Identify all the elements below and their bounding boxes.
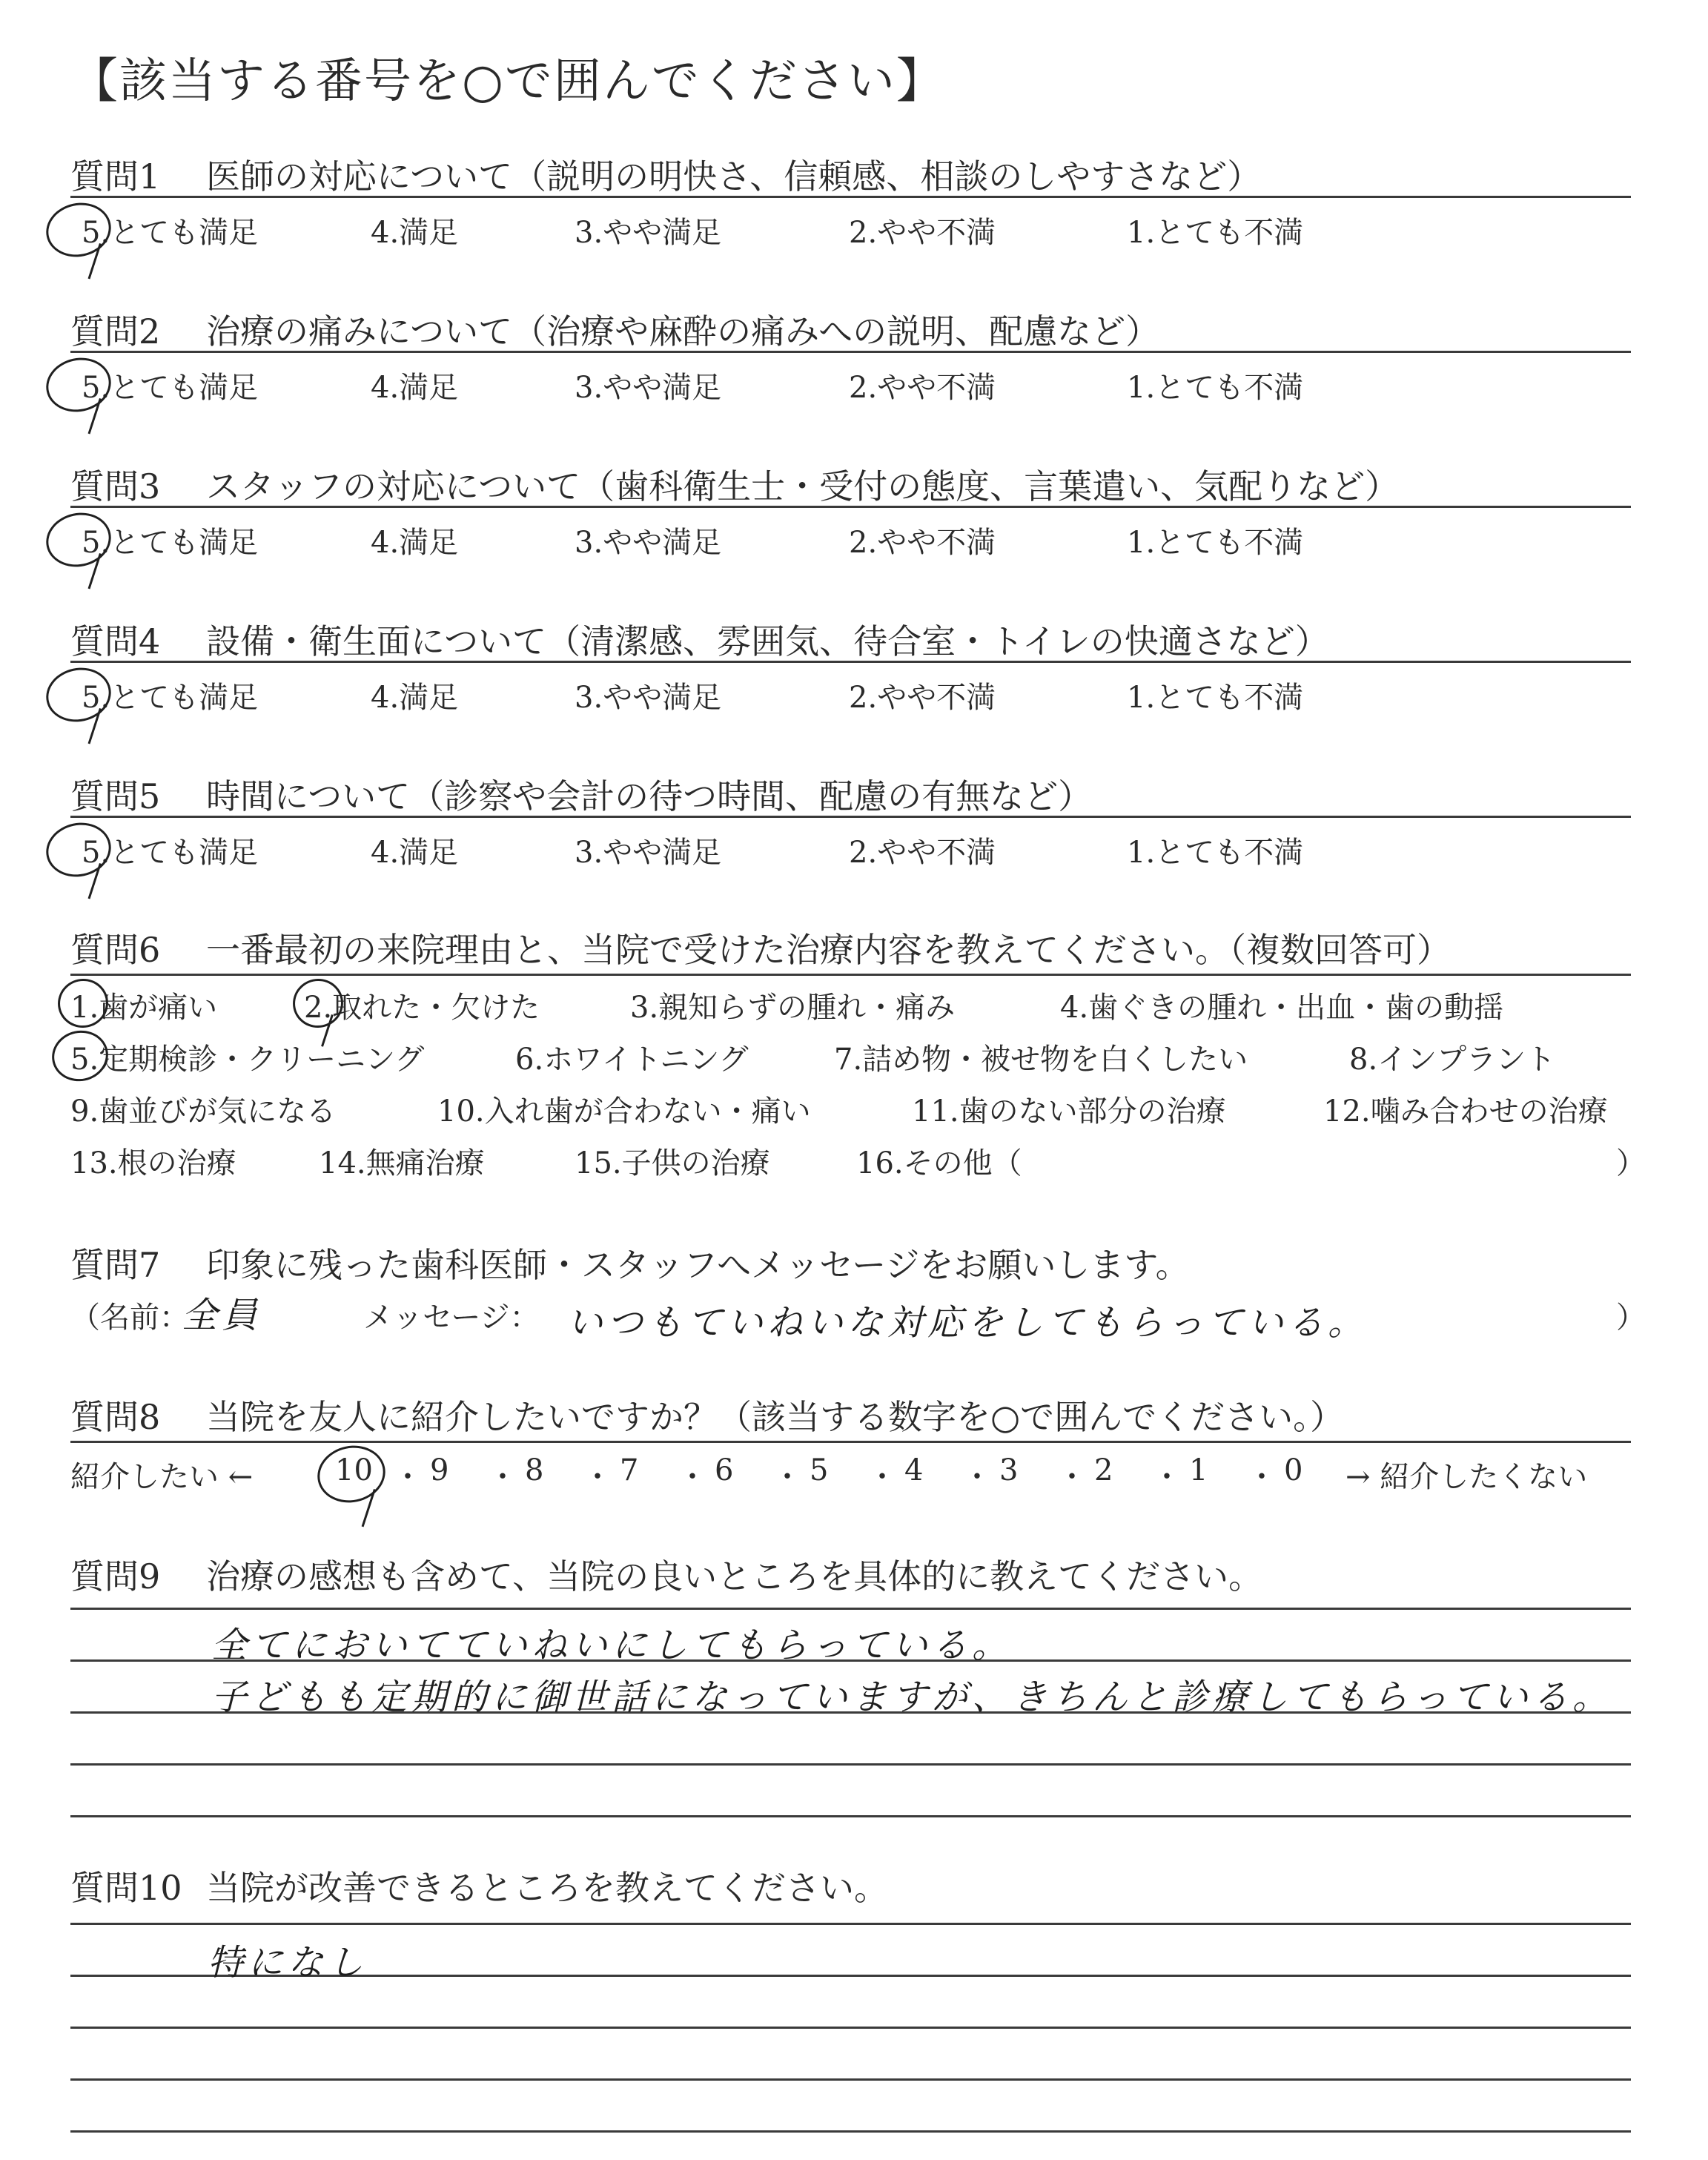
- q3-option-2: 2.やや不満: [849, 526, 996, 560]
- q3-option-5: 5.とても満足: [82, 526, 259, 560]
- q8-scale-9: 9: [430, 1453, 449, 1487]
- q3-option-4: 4.満足: [371, 526, 459, 560]
- q8-scale-4: 4: [904, 1453, 924, 1487]
- q5-option-2: 2.やや不満: [849, 836, 996, 870]
- q8-scale-10: 10: [335, 1453, 373, 1487]
- q6-label: 質問6: [70, 930, 161, 970]
- q10-text: 当院が改善できるところを教えてください。: [206, 1868, 888, 1908]
- q3-rule: [70, 506, 1631, 508]
- q6-option-2: 2.取れた・欠けた: [304, 991, 540, 1025]
- q3-option-3: 3.やや満足: [575, 526, 722, 560]
- q8-selection-circle: [312, 1439, 391, 1508]
- q8-scale-6: 6: [715, 1453, 734, 1487]
- q6-option-6: 6.ホワイトニング: [515, 1043, 749, 1077]
- q2-label: 質問2: [70, 311, 161, 351]
- q8-scale-2: 2: [1094, 1453, 1113, 1487]
- q8-label: 質問8: [70, 1397, 161, 1437]
- q4-selection-circle: [41, 662, 116, 728]
- q8-scale-8: 8: [525, 1453, 544, 1487]
- q3-option-1: 1.とても不満: [1127, 526, 1304, 560]
- q5-option-3: 3.やや満足: [575, 836, 722, 870]
- q1-option-5: 5.とても満足: [82, 216, 259, 250]
- q6-option-13: 13.根の治療: [70, 1146, 236, 1180]
- q7-message-answer: いつもていねいな対応をしてもらっている。: [567, 1302, 1368, 1344]
- q1-text: 医師の対応について（説明の明快さ、信頼感、相談のしやすさなど）: [206, 156, 1262, 196]
- q10-answer: 特になし: [208, 1942, 368, 1984]
- q4-rule: [70, 661, 1631, 663]
- q10-line-3: [70, 2027, 1631, 2029]
- q1-option-2: 2.やや不満: [849, 216, 996, 250]
- q4-option-2: 2.やや不満: [849, 681, 996, 715]
- q6-option-4: 4.歯ぐきの腫れ・出血・歯の動揺: [1060, 991, 1504, 1025]
- q8-scale-separator-3: ・: [583, 1460, 612, 1494]
- q2-option-4: 4.満足: [371, 371, 459, 405]
- q5-selection-circle: [41, 817, 116, 883]
- q8-rule: [70, 1441, 1631, 1443]
- q5-text: 時間について（診察や会計の待つ時間、配慮の有無など）: [206, 776, 1093, 816]
- q7-message-label: メッセージ：: [363, 1301, 540, 1335]
- q6-rule: [70, 974, 1631, 976]
- q6-option-10: 10.入れ歯が合わない・痛い: [437, 1094, 811, 1129]
- q1-option-3: 3.やや満足: [575, 216, 722, 250]
- q8-text: 当院を友人に紹介したいですか？（該当する数字を○で囲んでください。）: [206, 1397, 1345, 1437]
- q8-scale-7: 7: [620, 1453, 639, 1487]
- q6-option-16: 16.その他（: [856, 1146, 1022, 1180]
- q8-scale-3: 3: [999, 1453, 1019, 1487]
- q2-rule: [70, 351, 1631, 353]
- q8-scale-1: 1: [1189, 1453, 1208, 1487]
- page-title: 【該当する番号を○で囲んでください】: [70, 54, 945, 109]
- q6-close-paren: ）: [1616, 1146, 1646, 1180]
- q8-scale-separator-2: ・: [488, 1460, 517, 1494]
- q6-option-15: 15.子供の治療: [575, 1146, 770, 1180]
- q6-option-1: 1.歯が痛い: [70, 991, 218, 1025]
- q8-left-label: 紹介したい ←: [70, 1460, 254, 1494]
- q6-option-12: 12.噛み合わせの治療: [1323, 1094, 1608, 1129]
- q5-option-1: 1.とても不満: [1127, 836, 1304, 870]
- q7-text: 印象に残った歯科医師・スタッフへメッセージをお願いします。: [206, 1245, 1190, 1285]
- q2-option-5: 5.とても満足: [82, 371, 259, 405]
- q6-text: 一番最初の来院理由と、当院で受けた治療内容を教えてください。（複数回答可）: [206, 930, 1451, 970]
- q8-right-label: → 紹介したくない: [1345, 1460, 1588, 1494]
- q8-scale-5: 5: [810, 1453, 829, 1487]
- q5-rule: [70, 816, 1631, 818]
- q8-scale-separator-9: ・: [1152, 1460, 1182, 1494]
- q7-label: 質問7: [70, 1245, 161, 1285]
- q9-label: 質問9: [70, 1556, 161, 1596]
- q4-option-4: 4.満足: [371, 681, 459, 715]
- q10-label: 質問10: [70, 1868, 182, 1908]
- q6-option-3: 3.親知らずの腫れ・痛み: [630, 991, 956, 1025]
- q10-line-5: [70, 2130, 1631, 2133]
- q2-option-1: 1.とても不満: [1127, 371, 1304, 405]
- q8-scale-separator-5: ・: [772, 1460, 802, 1494]
- q6-option-14: 14.無痛治療: [319, 1146, 485, 1180]
- q4-label: 質問4: [70, 621, 161, 661]
- q8-scale-separator-4: ・: [678, 1460, 707, 1494]
- q8-scale-separator-8: ・: [1057, 1460, 1087, 1494]
- q3-selection-circle: [41, 507, 116, 573]
- q7-close-paren: ）: [1616, 1301, 1646, 1335]
- q9-answer-line-2: 子どもも定期的に御世話になっていますが、きちんと診療してもらっている。: [211, 1677, 1613, 1718]
- q6-option-9: 9.歯並びが気になる: [70, 1094, 337, 1129]
- q1-option-4: 4.満足: [371, 216, 459, 250]
- q1-rule: [70, 196, 1631, 198]
- q6-option-7: 7.詰め物・被せ物を白くしたい: [834, 1043, 1248, 1077]
- q4-option-1: 1.とても不満: [1127, 681, 1304, 715]
- q2-option-2: 2.やや不満: [849, 371, 996, 405]
- q2-option-3: 3.やや満足: [575, 371, 722, 405]
- q9-text: 治療の感想も含めて、当院の良いところを具体的に教えてください。: [206, 1556, 1263, 1596]
- q6-option-8: 8.インプラント: [1349, 1043, 1556, 1077]
- q4-text: 設備・衛生面について（清潔感、雰囲気、待合室・トイレの快適さなど）: [206, 621, 1329, 661]
- q1-option-1: 1.とても不満: [1127, 216, 1304, 250]
- q5-option-5: 5.とても満足: [82, 836, 259, 870]
- q2-text: 治療の痛みについて（治療や麻酔の痛みへの説明、配慮など）: [206, 311, 1160, 351]
- q8-scale-separator-1: ・: [393, 1460, 423, 1494]
- q8-scale-separator-10: ・: [1247, 1460, 1277, 1494]
- q3-label: 質問3: [70, 466, 161, 506]
- q5-option-4: 4.満足: [371, 836, 459, 870]
- q8-scale-0: 0: [1284, 1453, 1303, 1487]
- q8-scale-separator-6: ・: [867, 1460, 897, 1494]
- q9-line-4: [70, 1763, 1631, 1766]
- q9-line-1: [70, 1608, 1631, 1610]
- q5-label: 質問5: [70, 776, 161, 816]
- q4-option-5: 5.とても満足: [82, 681, 259, 715]
- q2-selection-circle: [41, 352, 116, 418]
- q9-line-5: [70, 1815, 1631, 1817]
- q10-line-4: [70, 2078, 1631, 2081]
- q4-option-3: 3.やや満足: [575, 681, 722, 715]
- q6-option-11: 11.歯のない部分の治療: [912, 1094, 1226, 1129]
- q1-selection-circle: [41, 197, 116, 263]
- q6-option-5: 5.定期検診・クリーニング: [70, 1043, 425, 1077]
- q7-name-answer: 全員: [182, 1295, 262, 1336]
- q9-answer-line-1: 全てにおいてていねいにしてもらっている。: [211, 1625, 1013, 1666]
- q1-label: 質問1: [70, 156, 161, 196]
- q7-name-label: （名前：: [70, 1301, 189, 1335]
- q8-scale-separator-7: ・: [962, 1460, 992, 1494]
- q3-text: スタッフの対応について（歯科衛生士・受付の態度、言葉遣い、気配りなど）: [206, 466, 1400, 506]
- q10-line-1: [70, 1923, 1631, 1925]
